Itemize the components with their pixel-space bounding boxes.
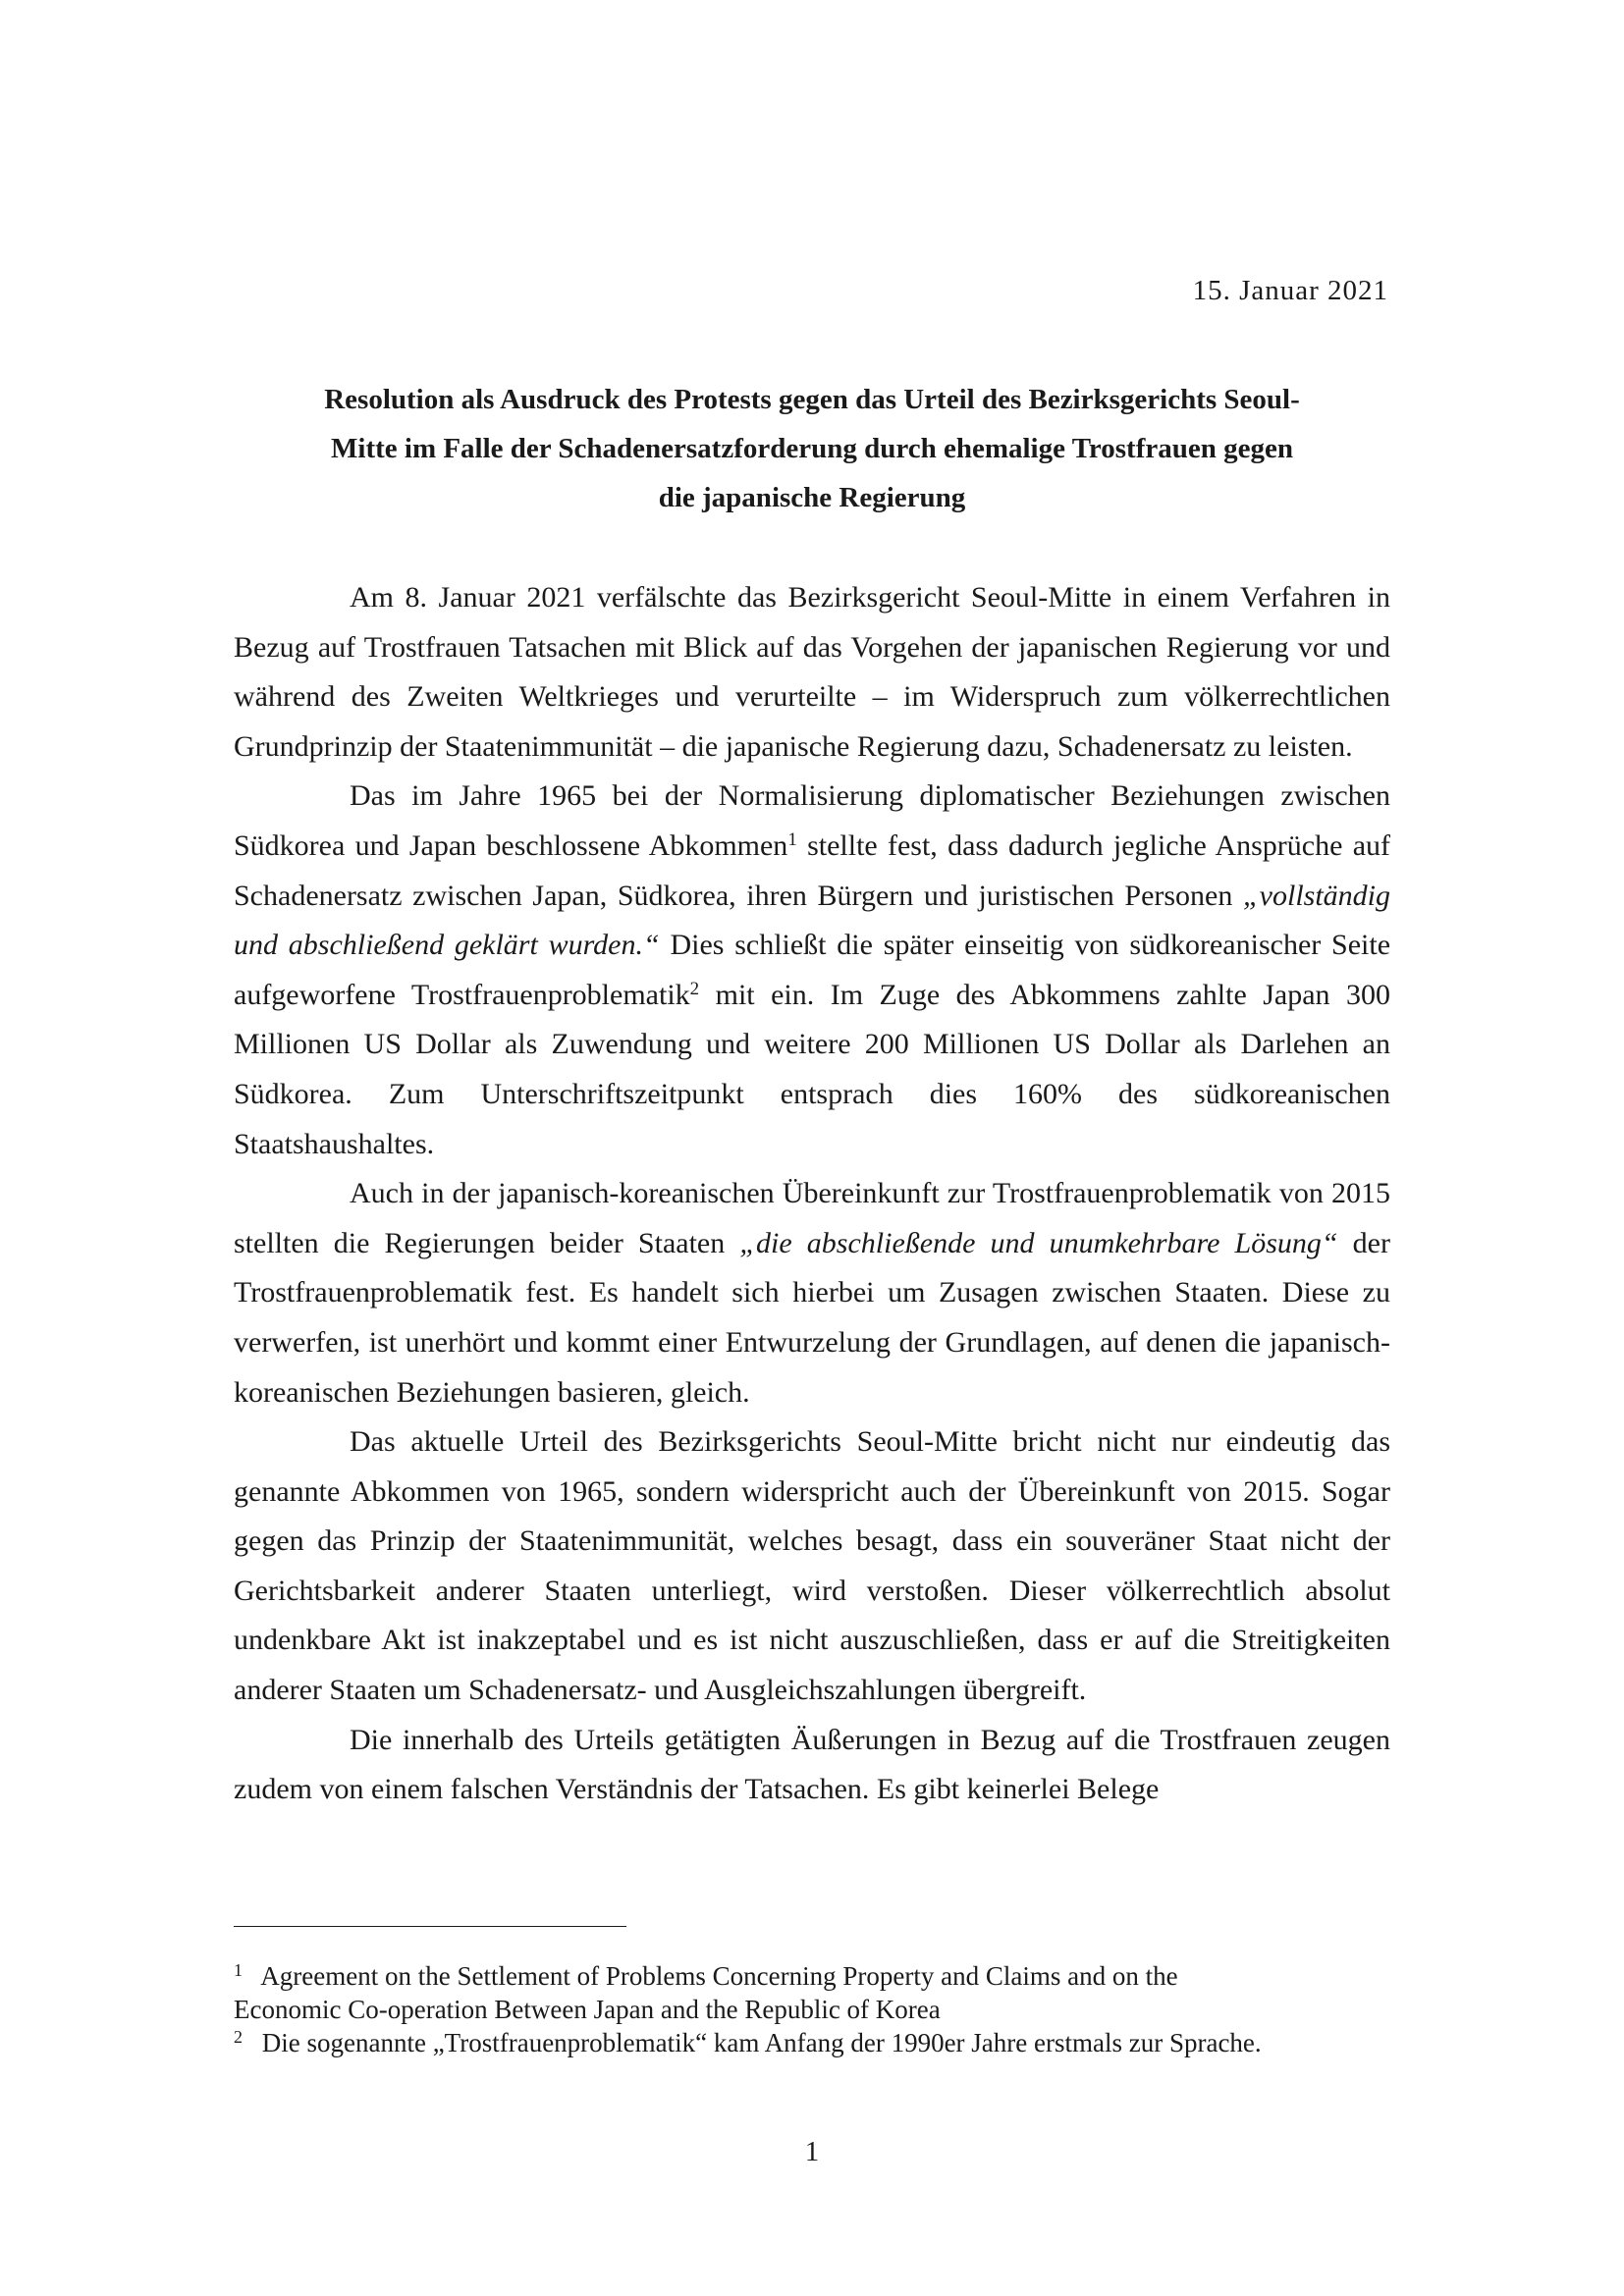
title-line: Resolution als Ausdruck des Protests gegen das Urteil des Bezirksgerichts Seoul- xyxy=(324,384,1300,415)
paragraph-3 xyxy=(234,1169,1390,1417)
paragraph-text: Das im Jahre 1965 bei der Normalisierung diplomatischer Beziehungen zwischen Südkorea und Japan beschlossene Abkommen xyxy=(234,779,1390,862)
document-date: 15. Januar 2021 xyxy=(1192,275,1388,306)
footnote-2: 2 Die sogenannte „Trostfrauenproblematik“ kam Anfang der 1990er Jahre erstmals zur Sprache. xyxy=(234,2027,1262,2057)
paragraph-1: Am 8. Januar 2021 verfälschte das Bezirksgericht Seoul-Mitte in einem Verfahren in Bezug auf Trostfrauen Tatsachen mit Blick auf das Vorgehen der japanischen Regierung vor und während des Zweiten Weltkrieges und verurteilte – im Widerspruch zum völkerrechtlichen Grundprinzip der Staatenimmunität – die japanische Regierung dazu, Schadenersatz zu leisten. xyxy=(234,581,1390,763)
footnote-text: Agreement on the Settlement of Problems Concerning Property and Claims and on the xyxy=(260,1961,1178,1991)
footnote-ref-1: 1 xyxy=(787,828,797,850)
document-body xyxy=(234,573,1390,1815)
footnotes xyxy=(234,1959,1412,2059)
footnote-ref-2: 2 xyxy=(689,978,700,999)
paragraph-text: stellte fest, dass dadurch jegliche Ansprüche auf Schadenersatz zwischen Japan, Südkorea, ihren Bürgern und juristischen Personen xyxy=(234,828,1391,912)
page-number: 1 xyxy=(804,2136,820,2167)
paragraph-text: Dies schließt die später einseitig von südkoreanischer Seite aufgeworfene Trostfrauenproblematik xyxy=(234,929,1391,1011)
footnote-text: Die sogenannte „Trostfrauenproblematik“ kam Anfang der 1990er Jahre erstmals zur Sprache. xyxy=(261,2028,1262,2057)
paragraph-2 xyxy=(234,772,1390,1169)
paragraph-text: der Trostfrauenproblematik fest. Es handelt sich hierbei um Zusagen zwischen Staaten. Diese zu verwerfen, ist unerhört und kommt einer Entwurzelung der Grundlagen, auf denen die japanisch-koreanischen Beziehungen basieren, gleich. xyxy=(234,1226,1390,1409)
paragraph-5: Die innerhalb des Urteils getätigten Äußerungen in Bezug auf die Trostfrauen zeugen zudem von einem falschen Verständnis der Tatsachen. Es gibt keinerlei Belege xyxy=(234,1723,1390,1806)
paragraph-text: Auch in der japanisch-koreanischen Übereinkunft zur Trostfrauenproblematik von 2015 stellten die Regierungen beider Staaten xyxy=(234,1177,1390,1259)
footnote-1: 1 Agreement on the Settlement of Problems Concerning Property and Claims and on the Economic Co-operation Between Japan and the Republic of Korea xyxy=(234,1959,1412,2026)
quoted-phrase: „die abschließende und unumkehrbare Lösung“ xyxy=(739,1226,1338,1259)
title-line: Mitte im Falle der Schadenersatzforderung durch ehemalige Trostfrauen gegen xyxy=(331,433,1293,464)
quoted-phrase: „vollständig und abschließend geklärt wurden.“ xyxy=(234,879,1390,962)
document-title xyxy=(234,375,1390,522)
footnote-text: Economic Co-operation Between Japan and the Republic of Korea xyxy=(234,1995,941,2024)
title-line: die japanische Regierung xyxy=(658,482,966,513)
footnote-separator xyxy=(234,1926,626,1927)
paragraph-4: Das aktuelle Urteil des Bezirksgerichts Seoul-Mitte bricht nicht nur eindeutig das genannte Abkommen von 1965, sondern widerspricht auch der Übereinkunft von 2015. Sogar gegen das Prinzip der Staatenimmunität, welches besagt, dass ein souveräner Staat nicht der Gerichtsbarkeit anderer Staaten unterliegt, wird verstoßen. Dieser völkerrechtlich absolut undenkbare Akt ist inakzeptabel und es ist nicht auszuschließen, dass er auf die Streitigkeiten anderer Staaten um Schadenersatz- und Ausgleichszahlungen übergreift. xyxy=(234,1425,1390,1707)
paragraph-text: mit ein. Im Zuge des Abkommens zahlte Japan 300 Millionen US Dollar als Zuwendung und weitere 200 Millionen US Dollar als Darlehen an Südkorea. Zum Unterschriftszeitpunkt entsprach dies 160% des südkoreanischen Staatshaushaltes. xyxy=(234,978,1391,1160)
